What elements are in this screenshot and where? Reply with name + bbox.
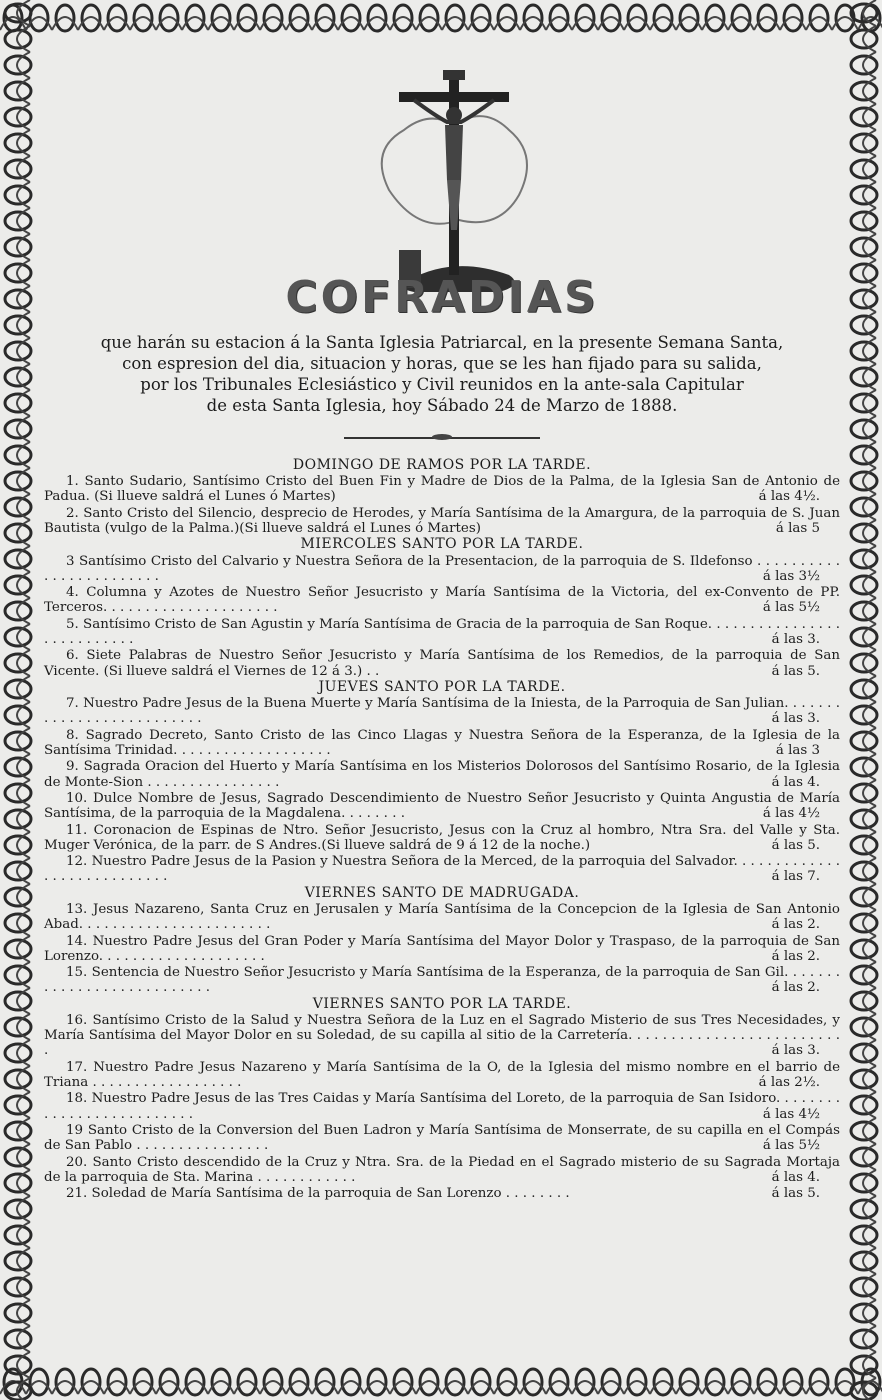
list-item: 7. Nuestro Padre Jesus de la Buena Muerte y María Santísima de la Iniesta, de la Parroquia de San Julian. . . . . . . . . . . . . . . . . . . . . . . . . . á las 3. [44, 696, 840, 727]
list-item: 19 Santo Cristo de la Conversion del Buen Ladron y María Santísima de Monserrate, de su capilla en el Compás de San Pablo . . . . . . . . . . . . . . . . á las 5½ [44, 1122, 840, 1154]
crucifix-engraving [359, 70, 549, 300]
intro-line: de esta Santa Iglesia, hoy Sábado 24 de Marzo de 1888. [206, 396, 678, 415]
list-item: 3 Santísimo Cristo del Calvario y Nuestra Señora de la Presentacion, de la parroquia de S. Ildefonso . . . . . . . . . . . . . . . . . . . . . . . . á las 3½ [44, 553, 840, 584]
list-item: 12. Nuestro Padre Jesus de la Pasion y Nuestra Señora de la Merced, de la parroquia del Salvador. . . . . . . . . . . . . . . . . . . . . . . . . . . . á las 7. [44, 854, 840, 885]
list-item: 2. Santo Cristo del Silencio, desprecio de Herodes, y María Santísima de la Amargura, de la parroquia de S. Juan Bautista (vulgo de la Palma.)(Si llueve saldrá el Lunes ó Martes) á las 5 [44, 505, 840, 536]
list-item: 13. Jesus Nazareno, Santa Cruz en Jerusalen y María Santísima de la Concepcion de la Iglesia de San Antonio Abad. . . . . . . . . . . . . . . . . . . . . . . á las 2. [44, 901, 840, 933]
list-item: 9. Sagrada Oracion del Huerto y María Santísima en los Misterios Dolorosos del Santísimo Rosario, de la Iglesia de Monte-Sion . . . . . . . . . . . . . . . . á las 4. [44, 759, 840, 790]
list-item: 16. Santísimo Cristo de la Salud y Nuestra Señora de la Luz en el Sagrado Misterio de sus Tres Necesidades, y María Santísima del Mayor Dolor en su Soledad, de su capilla al sitio de la Carretería. . . . . . . . . . . . . . . . . . . . . . . . . . á las 3. [44, 1012, 840, 1059]
decorative-border-top [0, 0, 882, 36]
list-item: 10. Dulce Nombre de Jesus, Sagrado Descendimiento de Nuestro Señor Jesucristo y Quinta Angustia de María Santísima, de la parroquia de la Magdalena. . . . . . . . á las 4½ [44, 790, 840, 822]
intro-line: que harán su estacion á la Santa Iglesia Patriarcal, en la presente Semana Santa, [100, 333, 784, 352]
procession-list [44, 458, 840, 1202]
decorative-border-bottom [0, 1364, 882, 1400]
intro-text [44, 332, 840, 416]
divider [344, 437, 540, 439]
border-pattern [0, 0, 36, 1400]
list-item: 8. Sagrado Decreto, Santo Cristo de las Cinco Llagas y Nuestra Señora de la Esperanza, de la Iglesia de la Santísima Trinidad. . . . . . . . . . . . . . . . . . . á las 3 [44, 727, 840, 758]
border-pattern [846, 0, 882, 1400]
section-heading: MIERCOLES SANTO POR LA TARDE. [300, 536, 584, 553]
list-item: 4. Columna y Azotes de Nuestro Señor Jesucristo y María Santísima de la Victoria, del ex-Convento de PP. Terceros. . . . . . . . . . . . . . . . . . . . . á las 5½ [44, 585, 840, 616]
document-page [44, 40, 840, 1368]
intro-line: por los Tribunales Eclesiástico y Civil reunidos en la ante-sala Capitular [140, 375, 744, 394]
list-item: 17. Nuestro Padre Jesus Nazareno y María Santísima de la O, de la Iglesia del mismo nombre en el barrio de Triana . . . . . . . . . . . . . . . . . . á las 2½. [44, 1059, 840, 1090]
border-pattern [0, 0, 882, 36]
list-item: 1. Santo Sudario, Santísimo Cristo del Buen Fin y Madre de Dios de la Palma, de la Iglesia San de Antonio de Padua. (Si llueve saldrá el Lunes ó Martes) á las 4½. [44, 474, 840, 505]
decorative-border-right [846, 0, 882, 1400]
intro-line: con espresion del dia, situacion y horas, que se les han fijado para su salida, [122, 354, 762, 373]
section-heading: VIERNES SANTO DE MADRUGADA. [304, 884, 580, 901]
section-heading: VIERNES SANTO POR LA TARDE. [312, 995, 572, 1012]
list-item: 5. Santísimo Cristo de San Agustin y María Santísima de Gracia de la parroquia de San Roque. . . . . . . . . . . . . . . . . . . . . . . . . . . á las 3. [44, 616, 840, 647]
list-item: 11. Coronacion de Espinas de Ntro. Señor Jesucristo, Jesus con la Cruz al hombro, Ntra Sra. del Valle y Sta. Muger Verónica, de la parr. de S Andres.(Si llueve saldrá de 9 á 12 de la noche.) á las 5. [44, 822, 840, 853]
border-pattern [0, 1364, 882, 1400]
page-title: COFRADIAS [285, 272, 599, 323]
list-item: 15. Sentencia de Nuestro Señor Jesucristo y María Santísima de la Esperanza, de la parroquia de San Gil. . . . . . . . . . . . . . . . . . . . . . . . . . . á las 2. [44, 965, 840, 996]
list-item: 18. Nuestro Padre Jesus de las Tres Caidas y María Santísima del Loreto, de la parroquia de San Isidoro. . . . . . . . . . . . . . . . . . . . . . . . . . á las 4½ [44, 1091, 840, 1122]
list-item: 6. Siete Palabras de Nuestro Señor Jesucristo y María Santísima de los Remedios, de la parroquia de San Vicente. (Si llueve saldrá el Viernes de 12 á 3.) . . á las 5. [44, 648, 840, 679]
decorative-border-left [0, 0, 36, 1400]
list-item: 21. Soledad de María Santísima de la parroquia de San Lorenzo . . . . . . . . á las 5. [66, 1186, 820, 1202]
section-heading: JUEVES SANTO POR LA TARDE. [318, 678, 566, 695]
list-item: 20. Santo Cristo descendido de la Cruz y Ntra. Sra. de la Piedad en el Sagrado misterio de su Sagrada Mortaja de la parroquia de Sta. Marina . . . . . . . . . . . . á las 4. [44, 1154, 840, 1185]
list-item: 14. Nuestro Padre Jesus del Gran Poder y María Santísima del Mayor Dolor y Traspaso, de la parroquia de San Lorenzo. . . . . . . . . . . . . . . . . . . . á las 2. [44, 933, 840, 964]
section-heading: DOMINGO DE RAMOS POR LA TARDE. [292, 457, 592, 473]
